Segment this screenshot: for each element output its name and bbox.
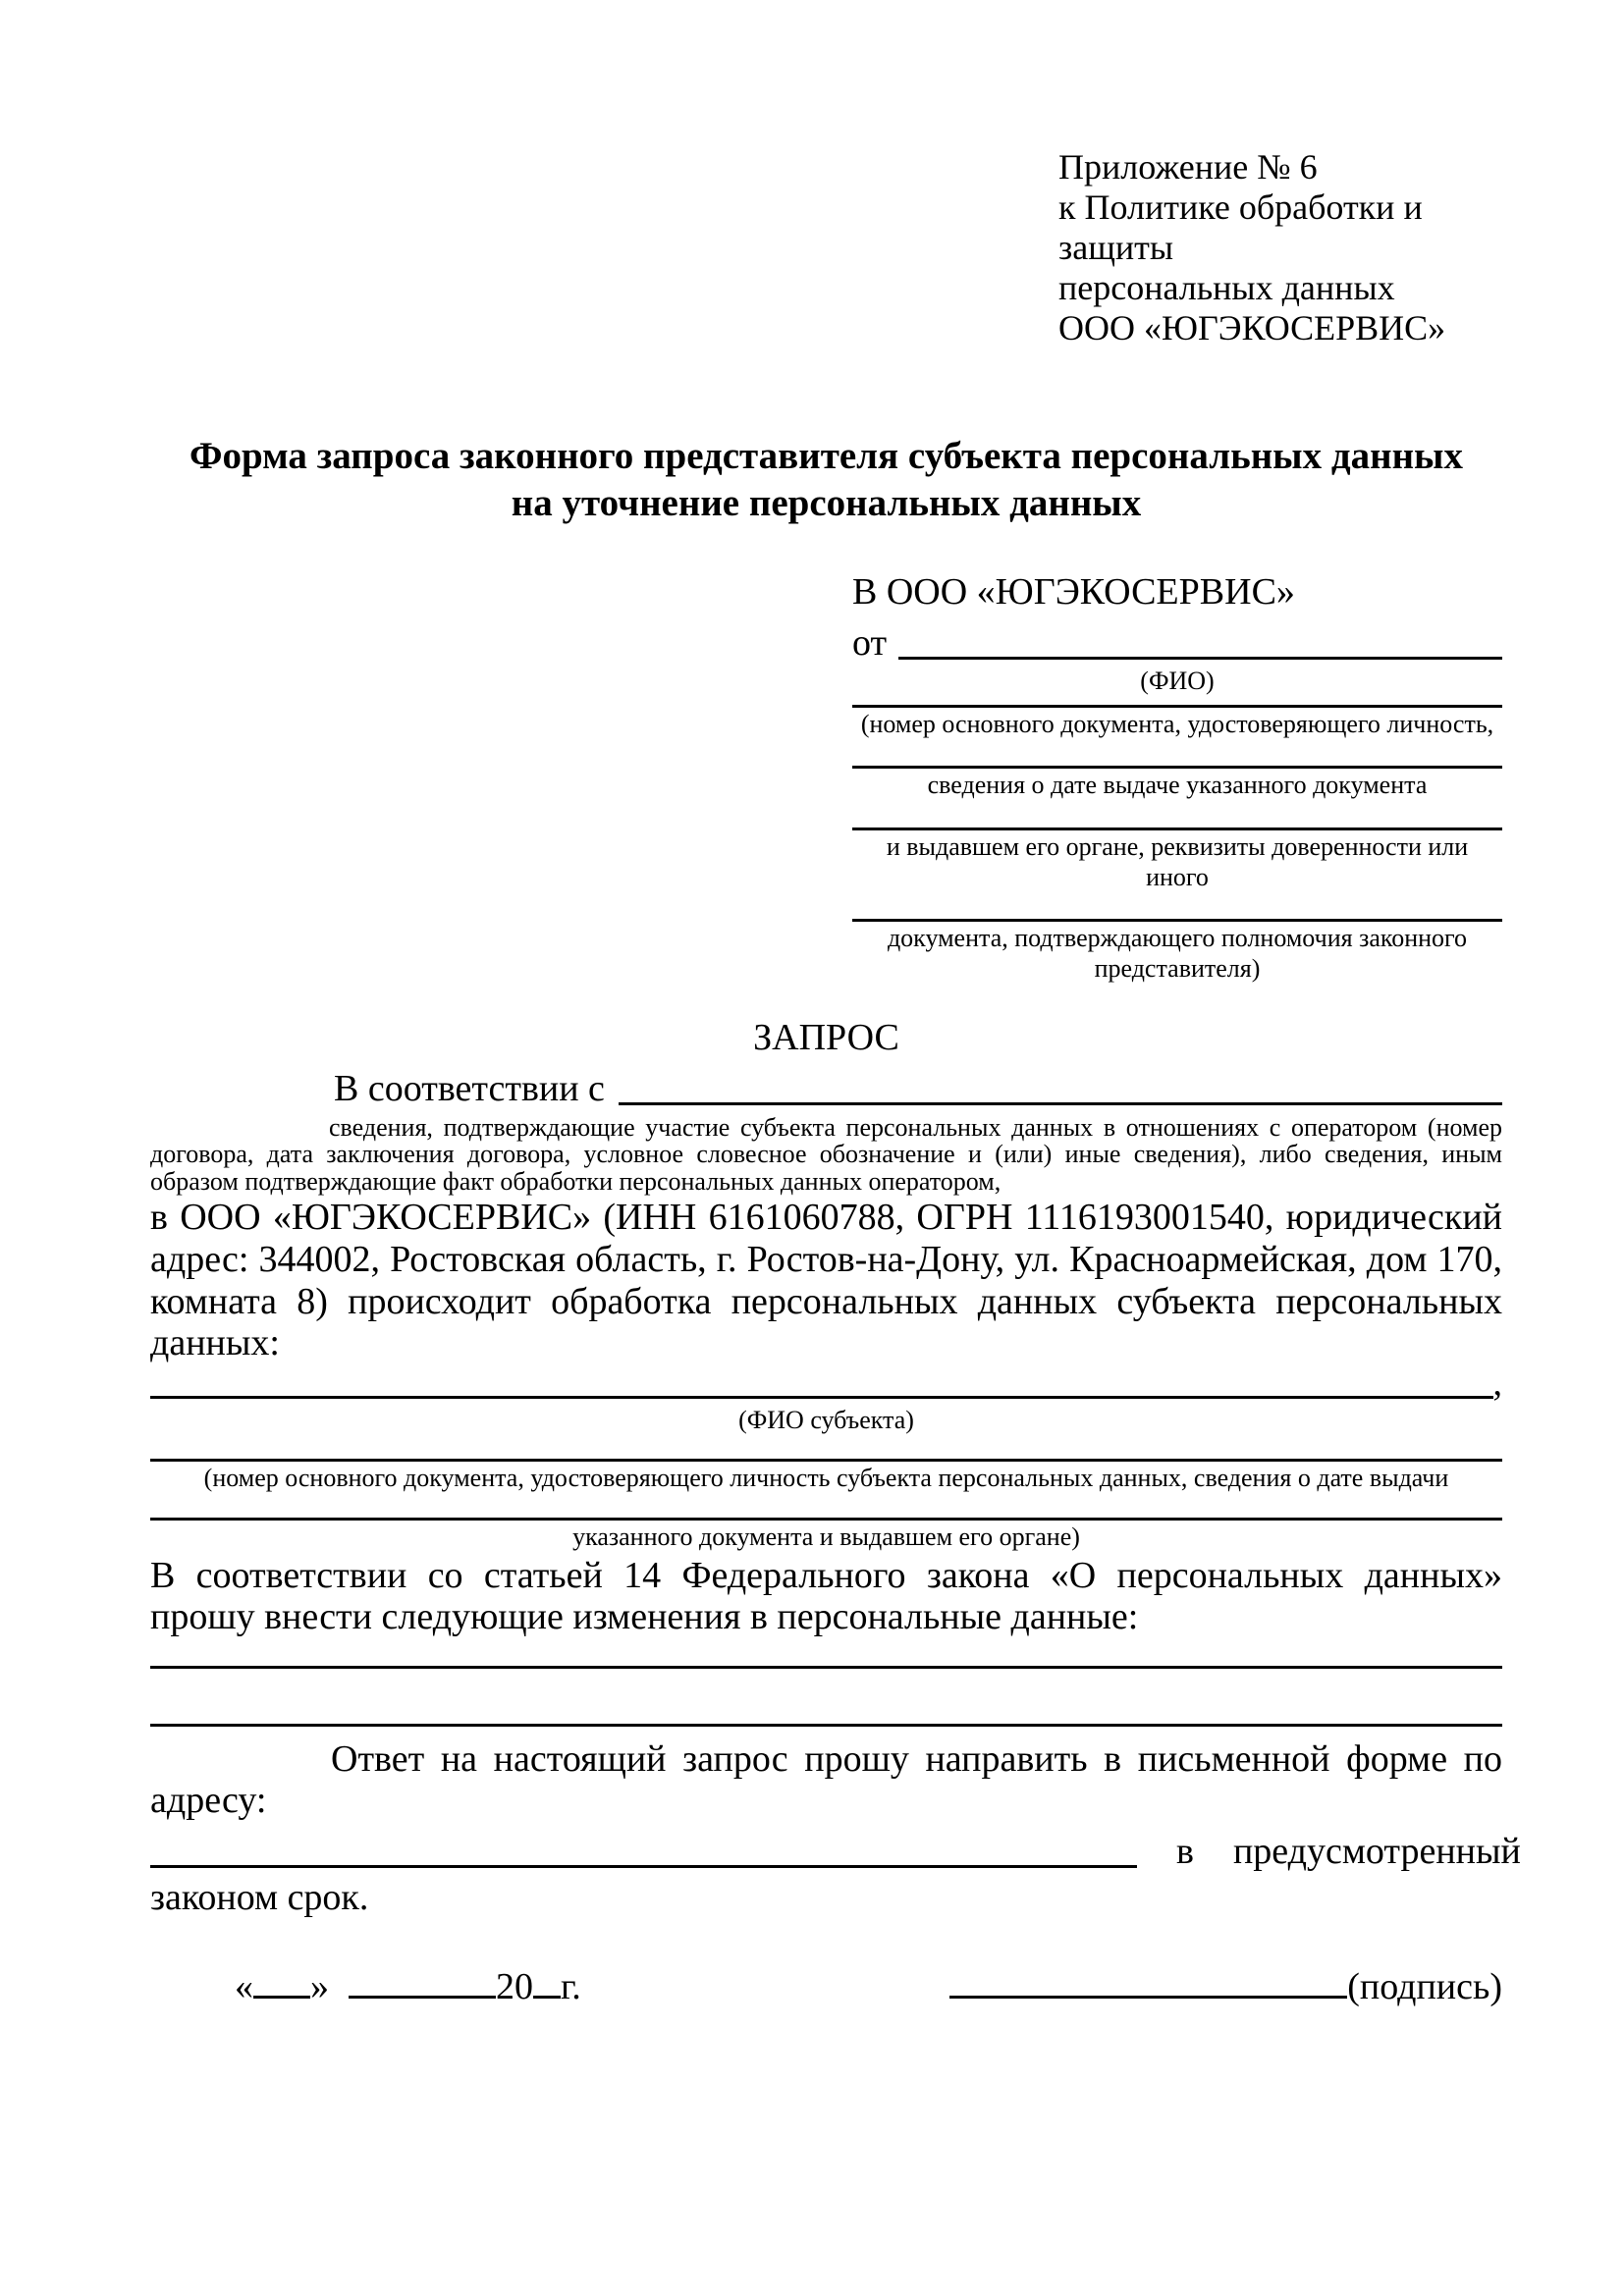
subject-doc-caption-1: (номер основного документа, удостоверяющего личность субъекта персональных данных, сведения о дате выдачи: [203, 1464, 1449, 1493]
answer-paragraph: Ответ на настоящий запрос прошу направить в письменной форме по адресу:: [150, 1737, 1502, 1822]
appendix-company: ООО «ЮГЭКОСЕРВИС»: [1058, 308, 1446, 348]
representative-doc-caption-1: (номер основного документа, удостоверяющего личность,: [860, 709, 1494, 738]
date-month-blank: [349, 1992, 496, 1999]
date-day-blank: [253, 1992, 310, 1999]
fio-caption: (ФИО): [1140, 667, 1215, 696]
addressee-block: [852, 570, 1502, 985]
operator-paragraph: в ООО «ЮГЭКОСЕРВИС» (ИНН 6161060788, ОГРН 1116193001540, юридический адрес: 344002, Ростовская область, г. Ростов-на-Дону, ул. Красноармейская, дом 170, комната 8) происходит обработка персональных данных субъекта персональных данных:: [150, 1197, 1502, 1364]
subject-fio-caption: (ФИО субъекта): [738, 1405, 914, 1434]
changes-blank-line-2: [150, 1724, 1502, 1727]
representative-doc-blank-line-2: [852, 766, 1502, 769]
subject-doc-caption-2: указанного документа и выдавшем его органе): [572, 1522, 1080, 1551]
request-heading: ЗАПРОС: [753, 1016, 899, 1058]
document-title-line2: на уточнение персональных данных: [511, 482, 1142, 525]
subject-doc-blank-line-1: [150, 1459, 1502, 1462]
date-year-blank: [533, 1992, 561, 1999]
from-label: от: [852, 622, 888, 665]
signature-caption: (подпись): [1347, 1966, 1502, 2008]
appendix-policy-line2: персональных данных: [1058, 268, 1395, 308]
representative-fio-blank-line: [898, 657, 1502, 660]
date-open-quote: «: [235, 1966, 253, 2008]
representative-doc-blank-line-3: [852, 828, 1502, 830]
answer-in-word: в: [1176, 1830, 1194, 1872]
from-row: [852, 621, 1502, 665]
law-paragraph: В соответствии со статьей 14 Федерального закона «О персональных данных» прошу внести следующие изменения в персональные данные:: [150, 1554, 1502, 1638]
basis-row: [150, 1067, 1502, 1110]
date-signature-row: [150, 1965, 1502, 2008]
basis-label: В соответствии с: [334, 1067, 605, 1109]
basis-blank-line: [619, 1102, 1502, 1105]
answer-address-row: [150, 1830, 1521, 1873]
basis-note: сведения, подтверждающие участие субъекта персональных данных в отношениях с оператором (номер договора, дата заключения договора, условное словесное обозначение и (или) иные сведения), либо сведения, иным образом подтверждающие факт обработки персональных данных оператором,: [150, 1112, 1502, 1196]
subject-fio-row: [150, 1364, 1502, 1404]
appendix-number: Приложение № 6: [1058, 147, 1318, 187]
addressee-to: В ООО «ЮГЭКОСЕРВИС»: [852, 571, 1295, 614]
subject-doc-blank-line-2: [150, 1518, 1502, 1521]
representative-doc-blank-line-4: [852, 919, 1502, 922]
changes-blank-line-1: [150, 1666, 1502, 1669]
signature-blank-line: [949, 1992, 1347, 1999]
date-close-quote: »: [310, 1966, 329, 2008]
date-field: [235, 1965, 581, 2008]
subject-fio-blank-line: [150, 1396, 1493, 1399]
document-title: [150, 433, 1502, 527]
representative-doc-caption-2: сведения о дате выдаче указанного документа: [927, 771, 1428, 800]
appendix-header: [1058, 147, 1502, 348]
document-title-line1: Форма запроса законного представителя субъекта персональных данных: [189, 435, 1464, 478]
signature-field: [949, 1965, 1502, 2008]
representative-doc-caption-4: документа, подтверждающего полномочия законного представителя): [887, 924, 1468, 984]
answer-address-blank-line: [150, 1865, 1137, 1868]
representative-doc-caption-3: и выдавшем его органе, реквизиты доверенности или иного: [886, 832, 1469, 891]
date-year-suffix: г.: [561, 1966, 581, 2008]
representative-doc-blank-line-1: [852, 705, 1502, 708]
answer-term-word: предусмотренный: [1232, 1830, 1521, 1872]
appendix-policy-line1: к Политике обработки и защиты: [1058, 187, 1423, 268]
subject-fio-line-comma: ,: [1492, 1362, 1502, 1404]
date-year-prefix: 20: [496, 1966, 533, 2008]
answer-tail: законом срок.: [150, 1876, 369, 1918]
